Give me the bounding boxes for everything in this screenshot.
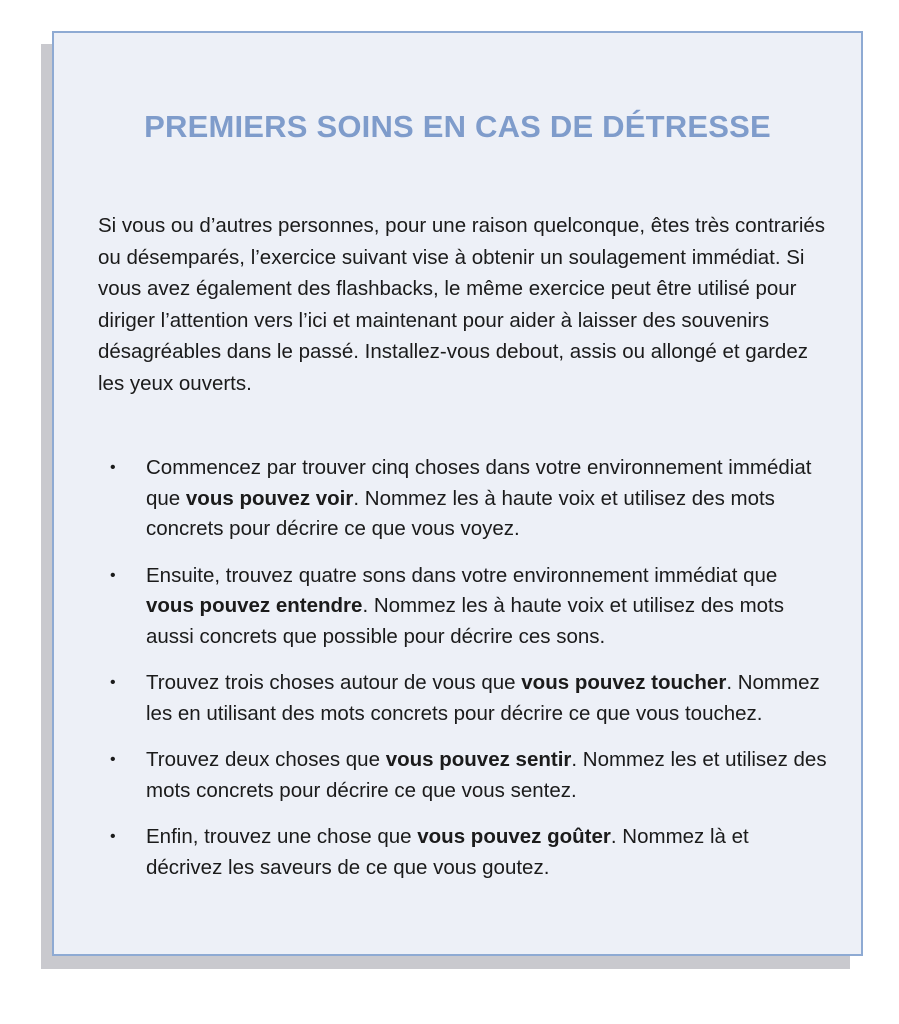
info-card: [52, 31, 863, 956]
list-item: [98, 453, 828, 545]
list-item: [98, 745, 828, 806]
list-item-text: . Nommez les et utilisez des mots concrets pour décrire ce que vous sentez.: [146, 748, 827, 802]
bullet-icon: •: [110, 459, 116, 476]
list-item-text: Ensuite, trouvez quatre sons dans votre environnement immédiat que: [146, 563, 778, 587]
bullet-icon: •: [110, 828, 116, 845]
bullet-icon: •: [110, 751, 116, 768]
list-item-text: Trouvez trois choses autour de vous que: [146, 671, 522, 694]
list-item: [98, 668, 828, 729]
list-item-text: Commencez par trouver cinq choses dans votre environnement immédiat que: [146, 456, 812, 510]
list-item-text: Trouvez deux choses que: [146, 748, 386, 771]
instruction-list: [98, 453, 828, 899]
list-item-text: . Nommez les à haute voix et utilisez des mots concrets pour décrire ce que vous voyez.: [146, 486, 775, 540]
list-item-emphasis: vous pouvez goûter: [417, 825, 611, 848]
bullet-icon: •: [110, 674, 116, 691]
list-item-emphasis: vous pouvez voir: [185, 486, 354, 510]
list-item-text: Enfin, trouvez une chose que: [146, 825, 418, 848]
list-item: [98, 822, 828, 883]
list-item-text: . Nommez là et décrivez les saveurs de ce que vous goutez.: [146, 825, 749, 879]
list-item-emphasis: vous pouvez entendre: [146, 594, 363, 617]
list-item: [98, 561, 828, 653]
page-title: PREMIERS SOINS EN CAS DE DÉTRESSE: [144, 109, 771, 144]
list-item-emphasis: vous pouvez sentir: [385, 748, 572, 771]
bullet-icon: •: [110, 566, 116, 584]
list-item-text: . Nommez les en utilisant des mots concrets pour décrire ce que vous touchez.: [146, 671, 820, 725]
list-item-emphasis: vous pouvez toucher: [521, 671, 727, 694]
list-item-text: . Nommez les à haute voix et utilisez des mots aussi concrets que possible pour décrire ces sons.: [146, 594, 784, 648]
intro-paragraph: Si vous ou d’autres personnes, pour une raison quelconque, êtes très contrariés ou désemparés, l’exercice suivant vise à obtenir un soulagement immédiat. Si vous avez également des flashbacks, le même exercice peut être utilisé pour diriger l’attention vers l’ici et maintenant pour aider à laisser des souvenirs désagréables dans le passé. Installez-vous debout, assis ou allongé et gardez les yeux ouverts.: [98, 214, 826, 395]
